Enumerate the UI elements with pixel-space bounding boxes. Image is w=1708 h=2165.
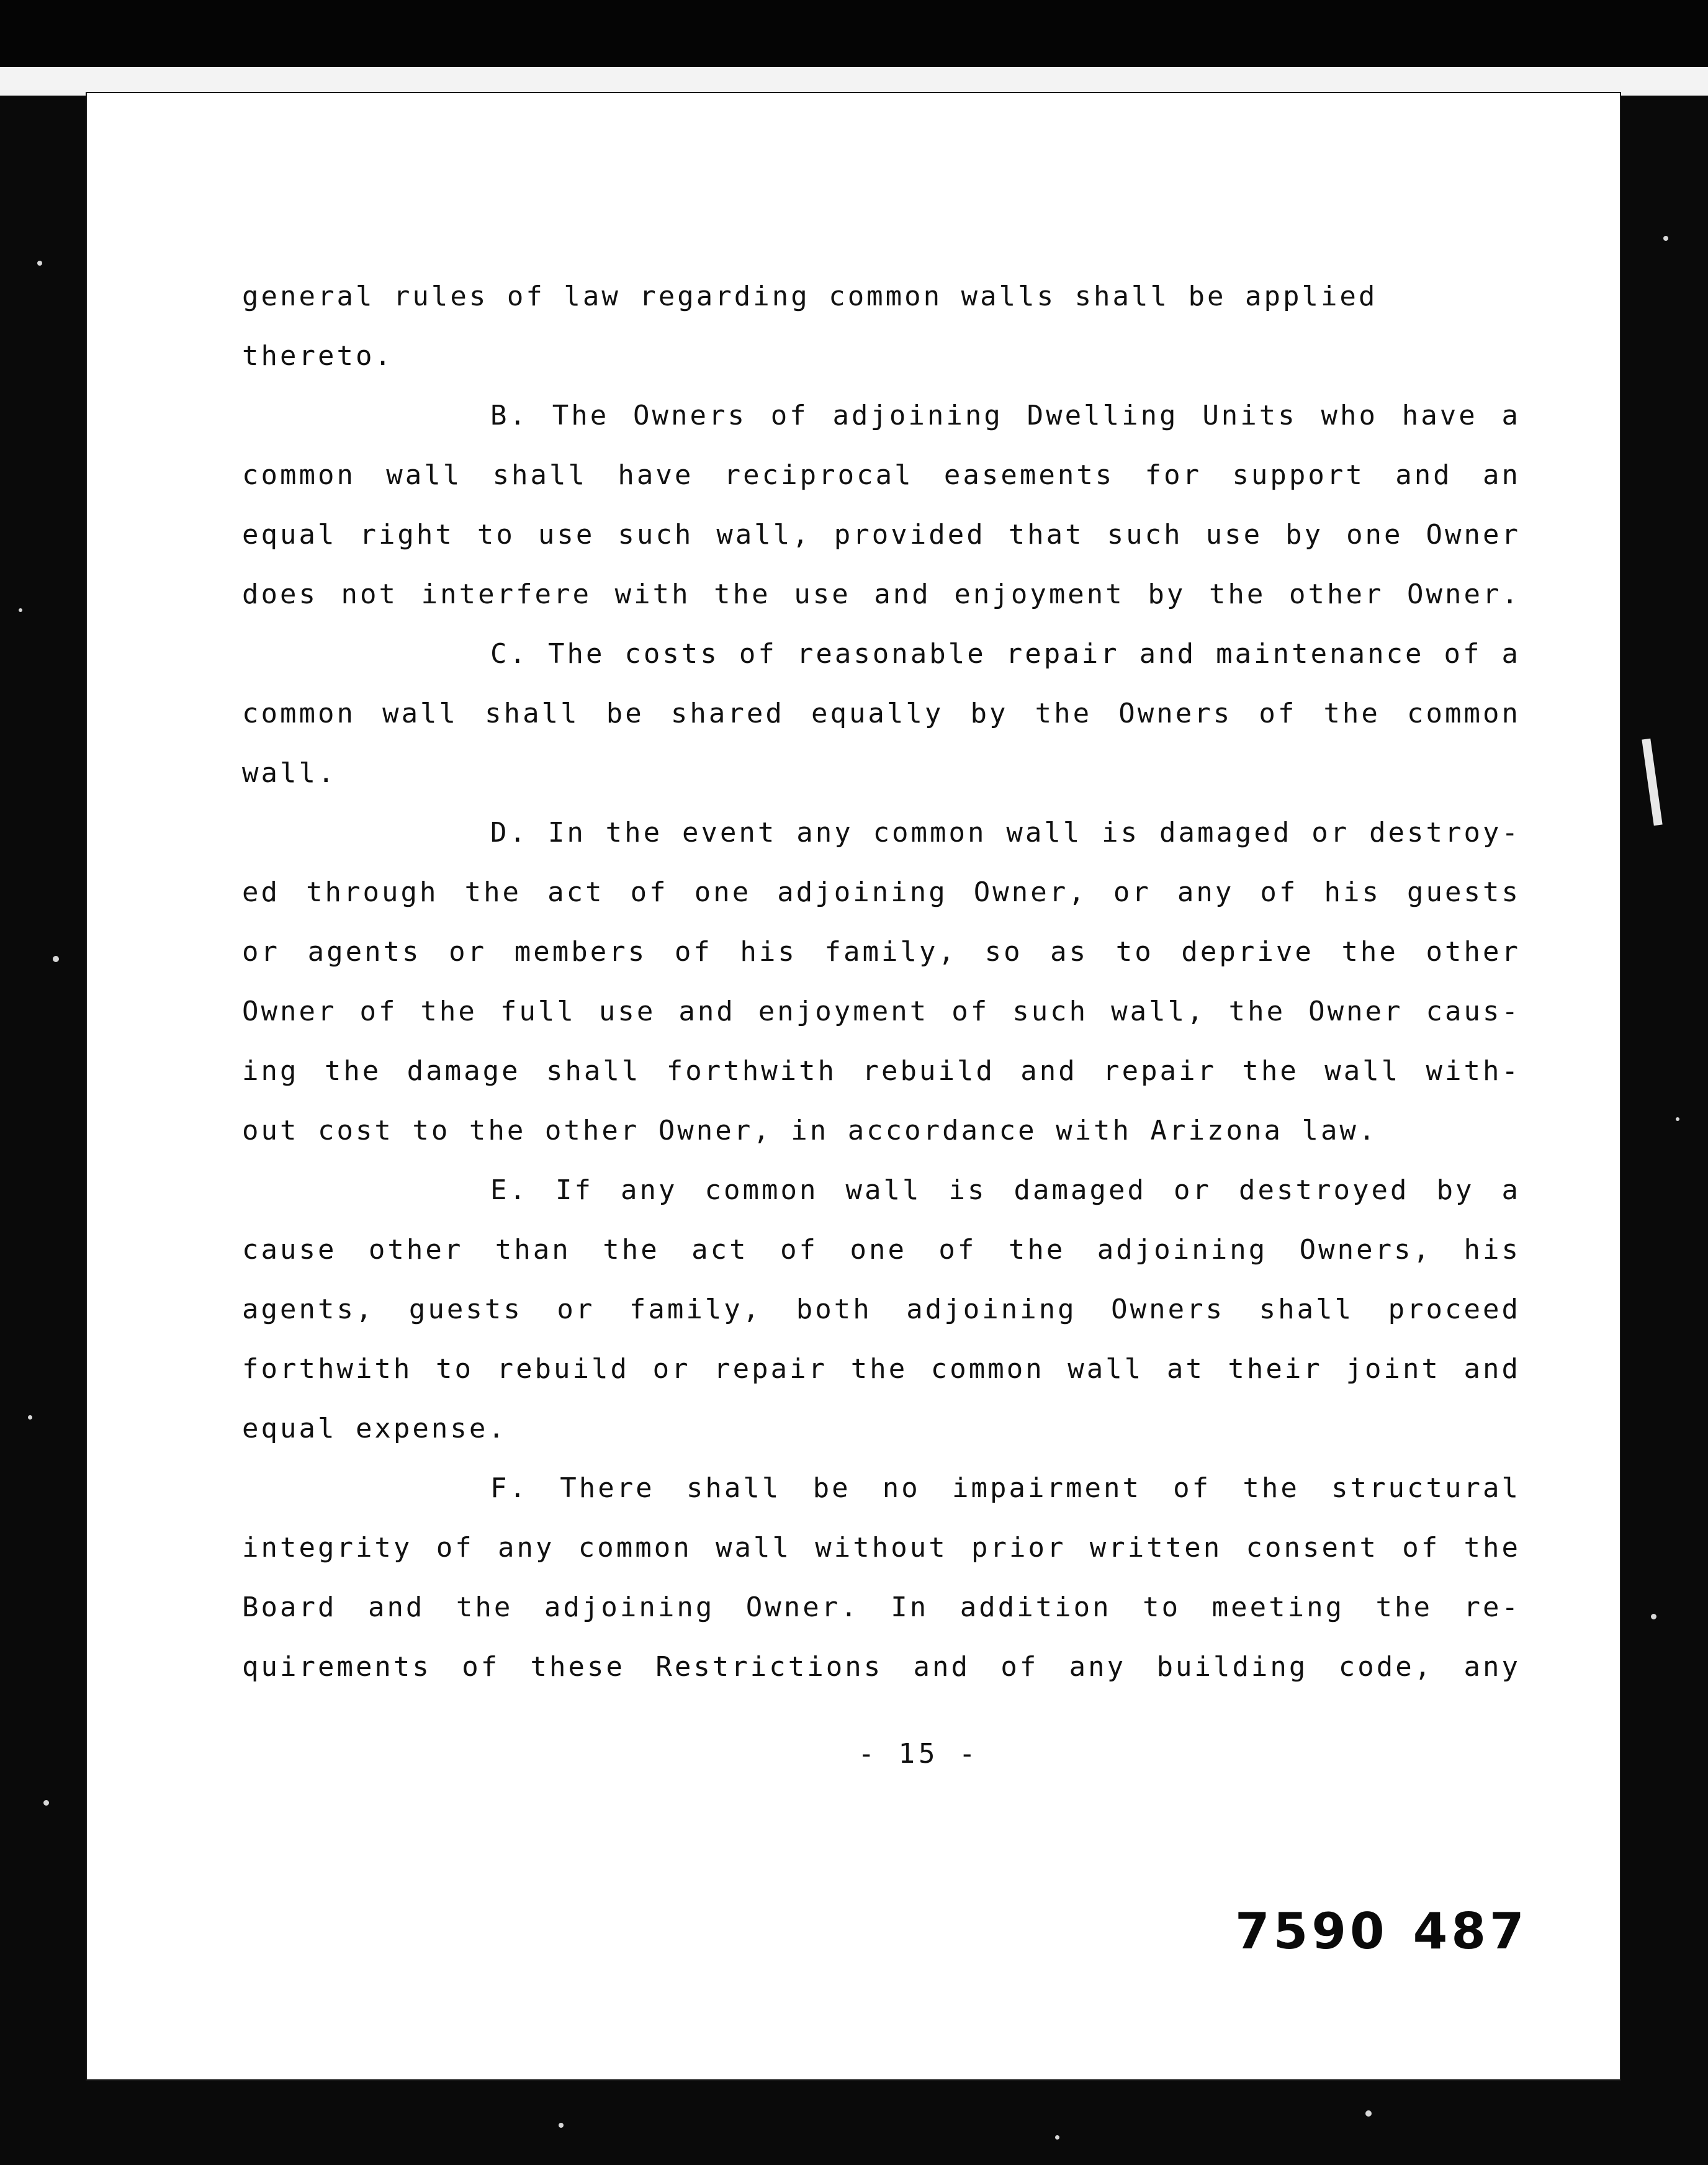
text-line: quirements of these Restrictions and of any building code, any <box>242 1651 1521 1683</box>
stamp-book-number: 7590 <box>1235 1902 1388 1960</box>
text-line: F. There shall be no impairment of the structural <box>490 1472 1521 1504</box>
text-line: E. If any common wall is damaged or destroyed by a <box>490 1174 1521 1206</box>
text-line: cause other than the act of one of the adjoining Owners, his <box>242 1234 1521 1266</box>
text-line: common wall shall have reciprocal easements for support and an <box>242 459 1521 491</box>
text-line: does not interfere with the use and enjoyment by the other Owner. <box>242 578 1521 610</box>
scan-top-band <box>0 0 1708 74</box>
text-line: ing the damage shall forthwith rebuild and repair the wall with- <box>242 1055 1521 1087</box>
scan-speck <box>1055 2135 1059 2140</box>
scan-speck <box>43 1800 49 1806</box>
recording-stamp <box>1235 1902 1528 1960</box>
scan-speck <box>1651 1614 1656 1619</box>
scan-speck <box>37 261 42 266</box>
text-line: Owner of the full use and enjoyment of such wall, the Owner caus- <box>242 996 1521 1027</box>
text-line: general rules of law regarding common walls shall be applied <box>242 281 1378 312</box>
document-body <box>242 267 1521 1697</box>
text-line: Board and the adjoining Owner. In addition to meeting the re- <box>242 1591 1521 1623</box>
text-line: B. The Owners of adjoining Dwelling Units who have a <box>490 400 1521 431</box>
text-line: forthwith to rebuild or repair the common wall at their joint and <box>242 1353 1521 1385</box>
page-number: - 15 - <box>858 1738 979 1770</box>
text-line: D. In the event any common wall is damaged or destroy- <box>490 817 1521 848</box>
scan-speck <box>559 2123 564 2128</box>
scan-speck <box>28 1415 32 1420</box>
text-line: integrity of any common wall without prior written consent of the <box>242 1532 1521 1564</box>
text-line: equal right to use such wall, provided that such use by one Owner <box>242 519 1521 551</box>
scan-speck <box>1365 2110 1372 2117</box>
stamp-page-number: 487 <box>1413 1902 1528 1960</box>
text-line: wall. <box>242 757 337 789</box>
scan-speck <box>53 956 59 962</box>
text-line: common wall shall be shared equally by the Owners of the common <box>242 698 1521 729</box>
text-line: or agents or members of his family, so as to deprive the other <box>242 936 1521 968</box>
text-line: ed through the act of one adjoining Owner, or any of his guests <box>242 876 1521 908</box>
text-line: agents, guests or family, both adjoining Owners shall proceed <box>242 1294 1521 1325</box>
scan-speck <box>1676 1117 1679 1121</box>
scan-speck <box>19 608 22 612</box>
text-line: thereto. <box>242 340 393 372</box>
scan-speck <box>1663 236 1668 241</box>
text-line: equal expense. <box>242 1413 507 1444</box>
text-line: out cost to the other Owner, in accordance with Arizona law. <box>242 1115 1378 1146</box>
text-line: C. The costs of reasonable repair and maintenance of a <box>490 638 1521 670</box>
scan-top-strip <box>0 67 1708 96</box>
